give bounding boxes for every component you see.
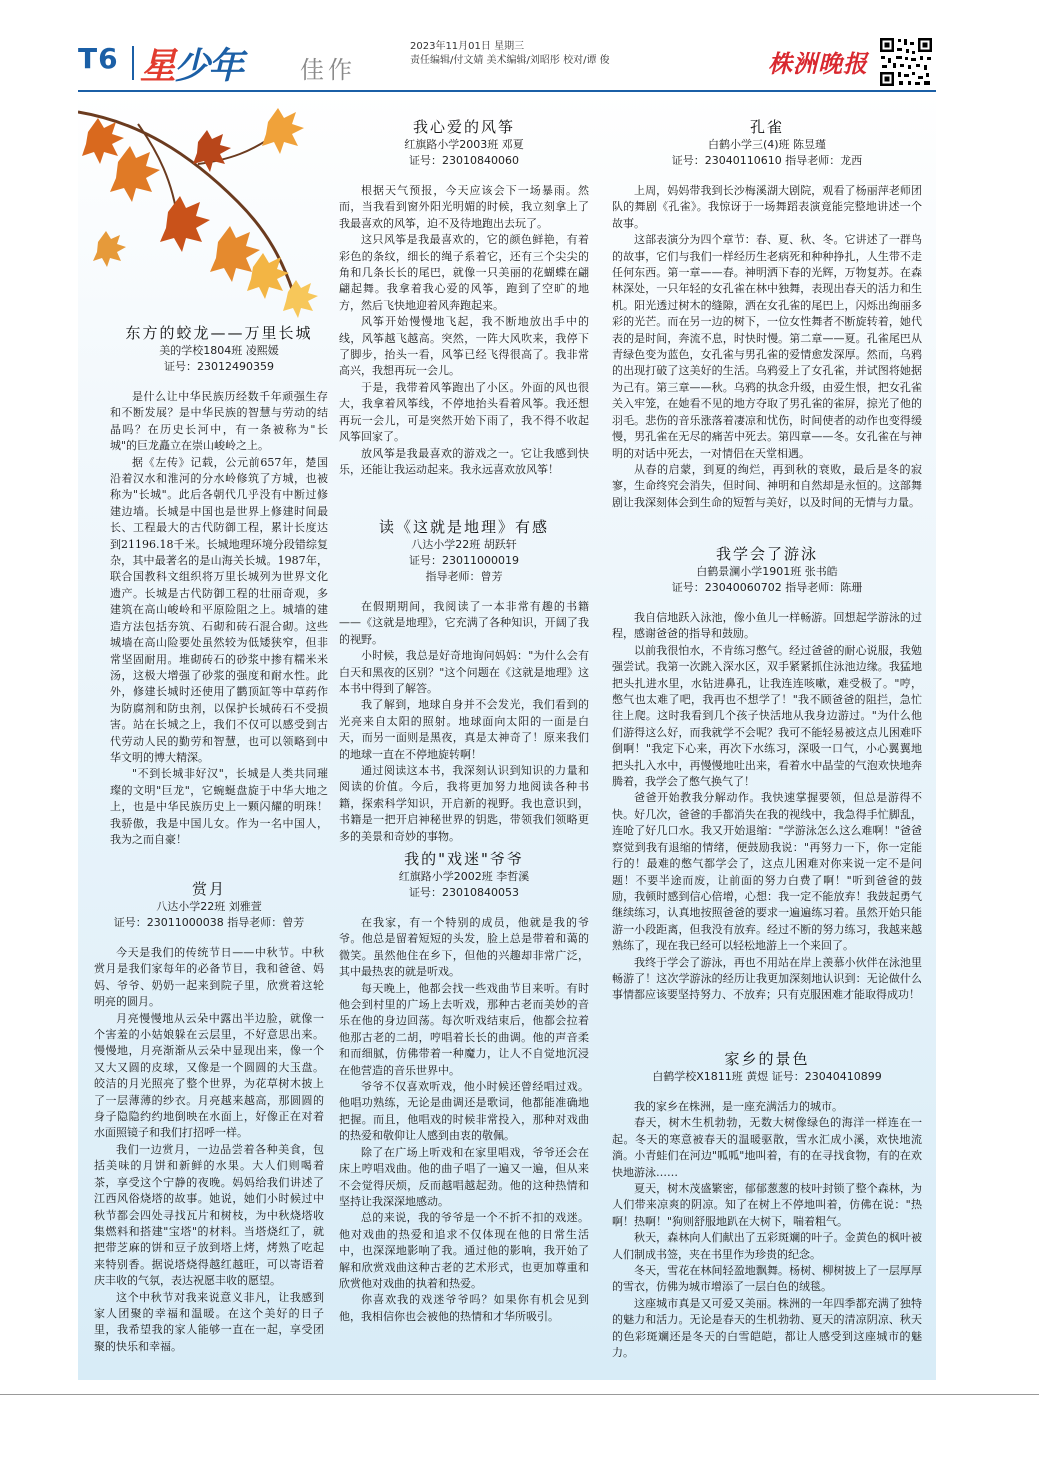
article-title: 东方的蛟龙——万里长城 xyxy=(125,324,313,342)
issue-editors: 责任编辑/付文婧 美术编辑/刘昭彤 校对/谭 俊 xyxy=(410,55,610,66)
article-paragraph: 我终于学会了游泳，再也不用站在岸上羡慕小伙伴在泳池里畅游了！这次学游泳的经历让我更加深刻地认识到：无论做什么事情都应该要坚持努力、不放弃；只有克服困难才能取得成功！ xyxy=(612,955,922,1002)
article-paragraph: 于是，我带着风筝跑出了小区。外面的风也很大，我拿着风筝线，不停地抬头看着风筝。我还想再玩一会儿，可是突然开始下雨了，我不得不收起风筝回家了。 xyxy=(339,380,589,444)
article-paragraph: 冬天，雪花在林间轻盈地飘舞。杨树、柳树披上了一层厚厚的雪衣，仿佛为城市增添了一层白色的绒毯。 xyxy=(612,1264,922,1294)
article-paragraph: 这部表演分为四个章节：春、夏、秋、冬。它讲述了一群鸟的故事，它们与我们一样经历生老病死和种种挣扎，人生带不走任何东西。第一章——春。神明洒下春的光辉，万物复苏。在森林深处，一只年轻的女孔雀在林中独舞，表现出春天的活力和生机。阳光透过树木的缝隙，洒在女孔雀的尾巴上，闪烁出绚丽多彩的光芒。而在另一边的树下，一位女性舞者不断旋转着，她代表的是时间，奔流不息，时快时慢。第二章——夏。孔雀尾巴从青绿色变为蓝色，女孔雀与男孔雀的爱情愈发深厚。然而，乌鸦的出现打破了这美好的生活。乌鸦爱上了女孔雀，并试图将她据为己有。第三章——秋。乌鸦的执念升级，由爱生恨，把女孔雀关入牢笼，在她看不见的地方夺取了男孔雀的雀屏，掠光了他的羽毛。悲伤的音乐涨落着凄凉和忧伤，时间使者的动作也变得缓慢，男孔雀在无尽的痛苦中死去。第四章——冬。女孔雀在与神明的对话中死去，一对情侣在天堂相遇。 xyxy=(612,233,922,460)
article-paragraph: 上周，妈妈带我到长沙梅溪湖大剧院，观看了杨丽萍老师团队的舞剧《孔雀》。我惊讶于一场舞蹈表演竟能完整地讲述一个故事。 xyxy=(612,184,922,230)
article-title: 我学会了游泳 xyxy=(715,545,818,563)
article-paragraph: 这个中秋节对我来说意义非凡，让我感到家人团聚的幸福和温暖。在这个美好的日子里，我希望我的家人能够一直在一起，享受团聚的快乐和幸福。 xyxy=(94,1290,324,1353)
article-paragraph: 爷爷不仅喜欢听戏，他小时候还曾经唱过戏。他唱功熟练，无论是曲调还是歌词，他都能准确地把握。而且，他唱戏的时候非常投入，那种对戏曲的热爱和敬仰让人感到由衷的敬佩。 xyxy=(339,1080,589,1143)
article-title: 赏月 xyxy=(191,880,226,898)
article-cert: 证号：23011000019 xyxy=(409,554,519,567)
article-swimming xyxy=(612,543,922,1004)
article-paragraph: 除了在广场上听戏和在家里唱戏，爷爷还会在床上哼唱戏曲。他的曲子唱了一遍又一遍，但从来不会觉得厌烦，反而越唱越起劲。他的这种热情和坚持让我深深地感动。 xyxy=(339,1145,589,1208)
issue-meta xyxy=(410,40,610,68)
article-paragraph: 我的家乡在株洲，是一座充满活力的城市。 xyxy=(634,1100,843,1113)
article-paragraph: 这座城市真是又可爱又美丽。株洲的一年四季都充满了独特的魅力和活力。无论是春天的生机勃勃、夏天的清凉阴凉、秋天的色彩斑斓还是冬天的白雪皑皑，都让人感受到这座城市的魅力。 xyxy=(612,1296,922,1360)
article-paragraph: 从春的启蒙，到夏的绚烂，再到秋的衰败，最后是冬的寂寥，生命终究会消失，但时间、神明和自然却是永恒的。这部舞剧让我深刻体会到生命的短暂与美好，以及时间的无情与力量。 xyxy=(612,462,922,509)
article-byline: 红旗路小学2002班 李哲溪 xyxy=(398,870,530,883)
article-byline: 白鹤小学三(4)班 陈昱瑾 xyxy=(707,138,827,151)
article-byline: 白鹤学校X1811班 黄煜 证号：23040410899 xyxy=(652,1070,882,1083)
article-paragraph: 这只风筝是我最喜欢的，它的颜色鲜艳，有着彩色的条纹，细长的绳子系着它，还有三个尖尖的角和几条长长的尾巴，就像一只美丽的花蝴蝶在翩翩起舞。我拿着我心爱的风筝，跑到了空旷的地方，然后飞快地迎着风奔跑起来。 xyxy=(339,233,589,312)
article-byline: 白鹤景澜小学1901班 张书皓 xyxy=(696,565,838,578)
article-paragraph: 据《左传》记载，公元前657年，楚国沿着汉水和淮河的分水岭修筑了方城，也被称为"长城"。此后各朝代几乎没有中断过修建边墙。长城是中国也是世界上修建时间最长、工程最大的古代防御工程，累计长度达到21196.18千米。长城地理环境分段错综复杂，其中最著名的是山海关长城。1987年，联合国教科文组织将万里长城列为世界文化遗产。长城是古代防御工程的壮丽奇观，多建筑在高山峻岭和平原险阻之上。城墙的建造方法包括夯筑、石砌和砖石混合砌。这些城墙在高山险要处虽然较为低矮狭窄，但非常坚固耐用。堆砌砖石的砂浆中掺有糯米米汤，这极大增强了砂浆的强度和耐水性。此外，修建长城时还使用了鹳顶缸等中草药作为防腐剂和防虫剂，以保护长城砖石不受损害。站在长城之上，我们不仅可以感受到古代劳动人民的勤劳和智慧，也可以领略到中华文明的博大精深。 xyxy=(110,455,328,764)
article-paragraph: 在假期期间，我阅读了一本非常有趣的书籍——《这就是地理》，它充满了各种知识，开阔了我的视野。 xyxy=(339,600,589,646)
page-header xyxy=(78,36,936,88)
qr-code-icon xyxy=(878,36,934,88)
section-brand xyxy=(140,38,242,89)
article-title: 孔雀 xyxy=(749,118,784,136)
article-paragraph: 在我家，有一个特别的成员，他就是我的爷爷。他总是留着短短的头发，脸上总是带着和蔼的微笑。虽然他住在乡下，但他的兴趣却非常广泛，其中最热衷的就是听戏。 xyxy=(339,916,589,979)
article-paragraph: 你喜欢我的戏迷爷爷吗？如果你有机会见到他，我相信你也会被他的热情和才华所吸引。 xyxy=(339,1293,589,1323)
brand-star: 星 xyxy=(140,46,175,87)
article-title: 我心爱的风筝 xyxy=(412,118,515,136)
article-paragraph: 小时候，我总是好奇地询问妈妈："为什么会有白天和黑夜的区别？"这个问题在《这就是地理》这本书中得到了解答。 xyxy=(339,649,589,696)
article-paragraph: 爸爸开始教我分解动作。我快速掌握要领，但总是游得不快。好几次，爸爸的手都消失在我的视线中，我急得手忙脚乱，连呛了好几口水。我又开始退缩："学游泳怎么这么难啊！"爸爸察觉到我有退缩的情绪，便鼓励我说："再努力一下，你一定能行的！最难的憋气都学会了，这点儿困难对你来说一定不是问题！不要半途而废，让前面的努力白费了啊！"听到爸爸的鼓励，我顿时感到信心倍增，心想：我一定不能放弃！我鼓起勇气继续练习，认真地按照爸爸的要求一遍遍练习着。虽然开始只能游一小段距离，但我没有放弃。经过不断的努力练习，我越来越熟练了，现在我已经可以轻松地游上一个来回了。 xyxy=(612,791,922,953)
article-paragraph: 我了解到，地球自身并不会发光，我们看到的光亮来自太阳的照射。地球面向太阳的一面是白天，而另一面则是黑夜，真是太神奇了！原来我们的地球一直在不停地旋转啊！ xyxy=(339,698,589,761)
article-cert: 证号：23010840053 xyxy=(409,886,519,899)
article-cert: 证号：23012490359 xyxy=(164,360,274,373)
newspaper-logo: 株洲晚报 xyxy=(768,49,868,78)
article-paragraph: 风筝开始慢慢地飞起，我不断地放出手中的线，风筝越飞越高。突然，一阵大风吹来，我停下了脚步，抬头一看，风筝已经飞得很高了。我非常高兴，我想再玩一会儿。 xyxy=(339,315,589,378)
article-byline: 美的学校1804班 凌熙媛 xyxy=(159,344,279,357)
article-hometown xyxy=(612,1048,922,1362)
article-moon xyxy=(94,878,324,1355)
header-divider xyxy=(132,46,134,80)
issue-date: 2023年11月01日 星期三 xyxy=(410,41,525,52)
article-paragraph: 我们一边赏月，一边品尝着各种美食，包括美味的月饼和新鲜的水果。大人们则喝着茶，享受这个宁静的夜晚。妈妈给我们讲述了江西风俗烧塔的故事。她说，她们小时候过中秋节都会四处寻找瓦片和树枝，为中秋烧塔收集燃料和搭建"宝塔"的材料。当塔烧红了，就把带芝麻的饼和豆子放到塔上烤，烤熟了吃起来特别香。据说塔烧得越红越旺，可以寄语着庆丰收的气氛，表达祝愿丰收的愿望。 xyxy=(94,1142,324,1288)
article-title: 读《这就是地理》有感 xyxy=(378,518,549,536)
page-number: T6 xyxy=(78,42,119,75)
article-peacock xyxy=(612,116,922,511)
article-teacher: 指导老师：曾芳 xyxy=(425,570,503,583)
article-cert: 证号：23040060702 指导老师：陈珊 xyxy=(671,581,863,594)
article-great-wall xyxy=(110,322,328,848)
article-title: 我的"戏迷"爷爷 xyxy=(404,850,524,868)
article-paragraph: 以前我很怕水，不肯练习憋气。经过爸爸的耐心说服，我勉强尝试。我第一次跳入深水区，双手紧紧抓住泳池边缘。我猛地把头扎进水里，水钻进鼻孔，让我连连咳嗽，难受极了。"哼，憋气也太难了吧，我再也不想学了！"我不顾爸爸的阻拦，急忙往上爬。这时我看到几个孩子快活地从我身边游过。"为什么他们游得这么好，而我就学不会呢？我可不能轻易被这点儿困难吓倒啊！"我定下心来，再次下水练习，深吸一口气，小心翼翼地把头扎入水中，再慢慢地吐出来，看着水中晶莹的气泡欢快地奔腾着，我学会了憋气换气了！ xyxy=(612,643,922,789)
article-paragraph: 根据天气预报，今天应该会下一场暴雨。然而，当我看到窗外阳光明媚的时候，我立刻拿上了我最喜欢的风筝，迫不及待地跑出去玩了。 xyxy=(339,184,589,230)
article-paragraph: 春天，树木生机勃勃，无数大树像绿色的海洋一样连在一起。冬天的寒意被春天的温暖驱散，雪水汇成小溪，欢快地流淌。小青蛙们在河边"呱呱"地叫着，有的在寻找食物，有的在欢快地游泳…… xyxy=(612,1116,922,1179)
article-title: 家乡的景色 xyxy=(724,1050,810,1068)
article-opera-grandpa xyxy=(339,848,589,1325)
article-paragraph: 每天晚上，他都会找一些戏曲节目来听。有时他会到村里的广场上去听戏，那种古老而美妙的音乐在他的身边回荡。每次听戏结束后，他都会拉着他那古老的二胡，哼唱着长长的曲调。他的声音柔和而细腻，仿佛带着一种魔力，让人不自觉地沉浸在他营造的音乐世界中。 xyxy=(339,981,589,1077)
article-paragraph: 今天是我们的传统节日——中秋节。中秋赏月是我们家每年的必备节目，我和爸爸、妈妈、爷爷、奶奶一起来到院子里，欣赏着这轮明亮的圆月。 xyxy=(94,946,324,1009)
autumn-leaves-illustration xyxy=(78,92,338,332)
article-paragraph: 通过阅读这本书，我深刻认识到知识的力量和阅读的价值。今后，我将更加努力地阅读各种书籍，探索科学知识，开启新的视野。我也意识到，书籍是一把开启神秘世界的钥匙，带领我们领略更多的美景和奇妙的事物。 xyxy=(339,764,589,843)
article-cert: 证号：23011000038 指导老师：曾芳 xyxy=(113,916,305,929)
article-geography-book xyxy=(339,516,589,845)
page-bottom-rule xyxy=(0,1394,1039,1395)
article-paragraph: 我自信地跃入泳池，像小鱼儿一样畅游。回想起学游泳的过程，感谢爸爸的指导和鼓励。 xyxy=(612,611,922,641)
section-title: 佳作 xyxy=(300,56,356,84)
article-paragraph: 月亮慢慢地从云朵中露出半边脸，就像一个害羞的小姑娘躲在云层里，不好意思出来。慢慢地，月亮渐渐从云朵中显现出来，像一个又大又圆的皮球，又像是一个圆圆的大玉盘。皎洁的月光照亮了整个世界，为花草树木披上了一层薄薄的纱衣。月亮越来越高，那圆圆的身子隐隐约约地倒映在水面上，好像正在对着水面照镜子和我们打招呼一样。 xyxy=(94,1011,324,1140)
article-kite xyxy=(339,116,589,478)
article-paragraph: 总的来说，我的爷爷是一个不折不扣的戏迷。他对戏曲的热爱和追求不仅体现在他的日常生活中，也深深地影响了我。通过他的影响，我开始了解和欣赏戏曲这种古老的艺术形式，也更加尊重和欣赏他对戏曲的执着和热爱。 xyxy=(339,1211,589,1290)
article-cert: 证号：23010840060 xyxy=(409,154,519,167)
article-paragraph: "不到长城非好汉"，长城是人类共同璀璨的文明"巨龙"，它蜿蜒盘旋于中华大地之上，也是中华民族历史上一颗闪耀的明珠！我骄傲，我是中国儿女。作为一名中国人，我为之而自豪！ xyxy=(110,767,328,846)
article-paragraph: 夏天，树木茂盛繁密，郁郁葱葱的枝叶封锁了整个森林，为人们带来凉爽的阴凉。知了在树上不停地叫着，仿佛在说："热啊！热啊！"狗则舒服地趴在大树下，喘着粗气。 xyxy=(612,1182,922,1228)
article-byline: 八达小学22班 胡跃轩 xyxy=(411,538,517,551)
article-byline: 红旗路小学2003班 邓夏 xyxy=(404,138,524,151)
article-paragraph: 是什么让中华民族历经数千年顽强生存和不断发展？是中华民族的智慧与劳动的结晶吗？在历史长河中，有一条被称为"长城"的巨龙矗立在崇山峻岭之上。 xyxy=(110,390,328,453)
article-cert: 证号：23040110610 指导老师：龙西 xyxy=(671,154,863,167)
article-paragraph: 秋天，森林向人们献出了五彩斑斓的叶子。金黄色的枫叶被人们制成书签，夹在书里作为珍贵的纪念。 xyxy=(612,1231,922,1261)
brand-youth: 少年 xyxy=(174,46,243,87)
article-paragraph: 放风筝是我最喜欢的游戏之一。它让我感到快乐，还能让我运动起来。我永远喜欢放风筝！ xyxy=(339,446,589,476)
article-byline: 八达小学22班 刘雅萱 xyxy=(156,900,262,913)
